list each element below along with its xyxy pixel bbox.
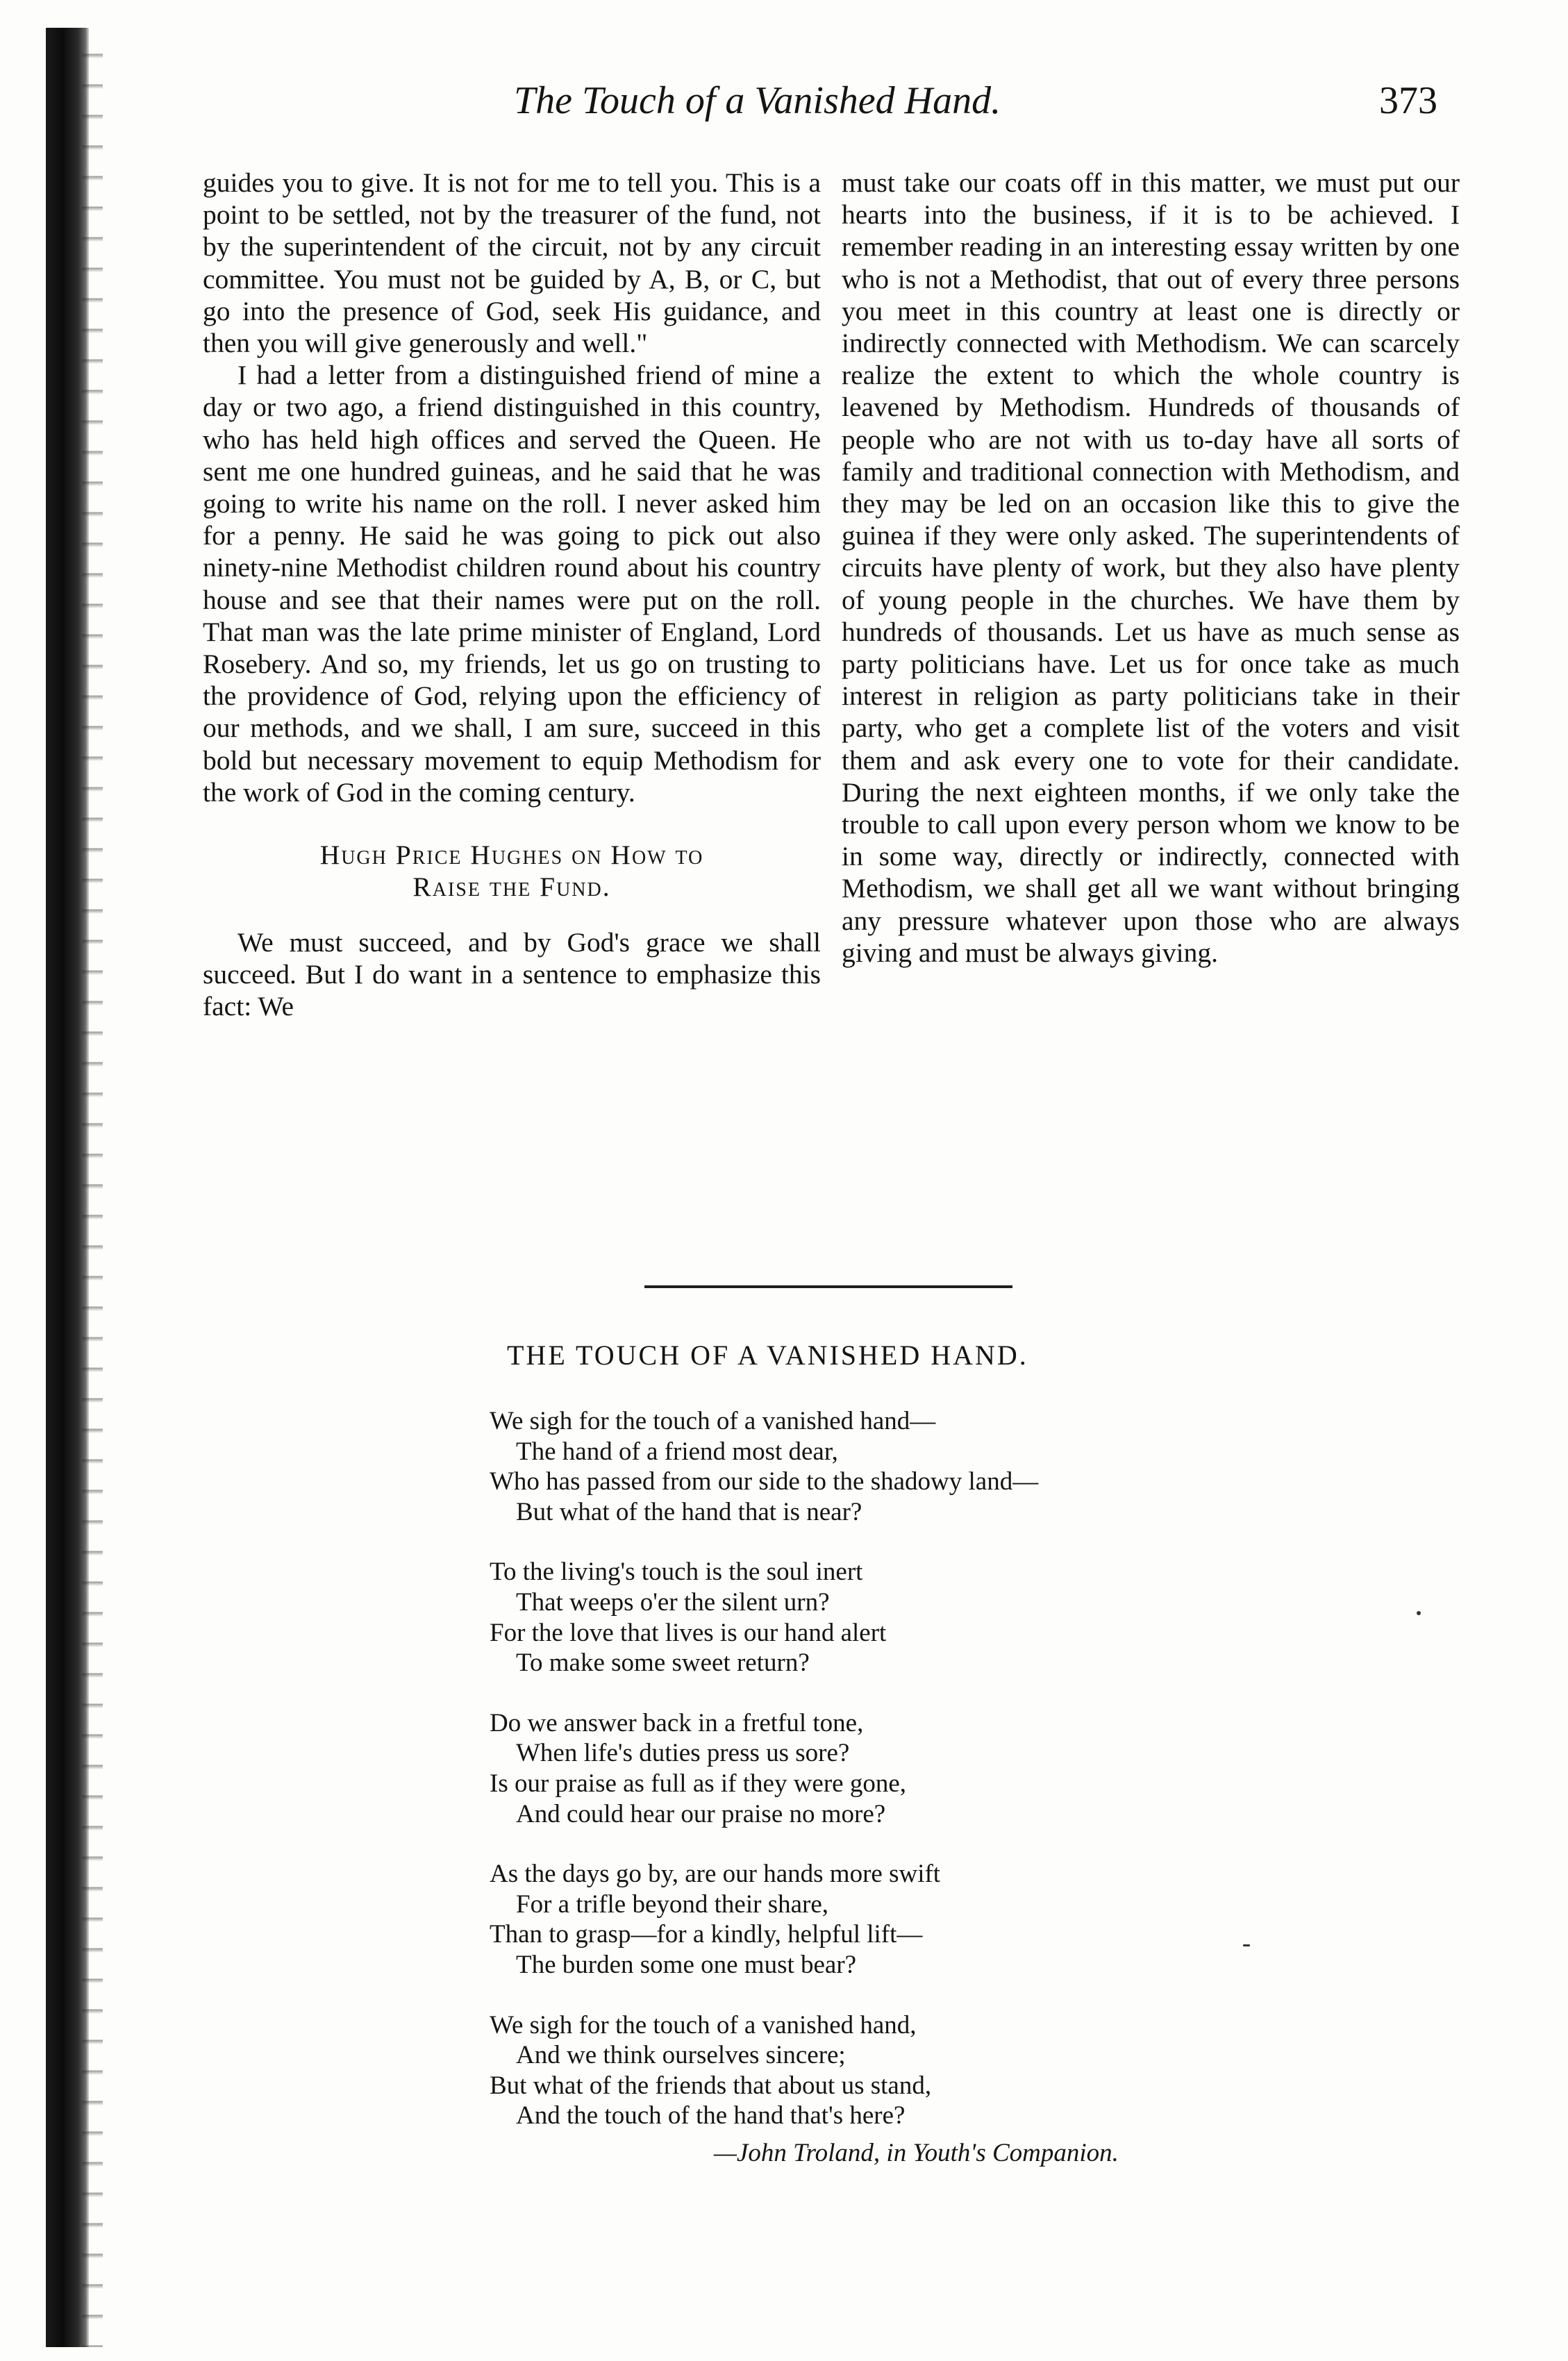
right-paragraph: must take our coats off in this matter, we must put our hearts into the business, if it is to be achieved. I remember reading in an interesting essay written by one who is not a Methodist, that out of every three persons you meet in this country at least one is directly or indirectly connected with Methodism. We can scarcely realize the extent to which the whole country is leavened by Methodism. Hundreds of thousands of people who are not with us to-day have all sorts of family and traditional connection with Methodism, and they may be led on an occasion like this to give the guinea if they were only asked. The superintendents of circuits have plenty of work, but they also have plenty of young people in the churches. We have them by hundreds of thousands. Let us have as much sense as party politicians have. Let us for once take as much interest in religion as party politicians take in their party, who get a complete list of the voters and visit them and ask every one to vote for their candidate. During the next eighteen months, if we only take the trouble to call upon every person whom we know to be in some way, directly or indirectly, connected with Methodism, we shall get all we want without bringing any pressure whatever upon those who are always giving and must be always giving. <box>842 167 1460 968</box>
poem-line: And the touch of the hand that's here? <box>516 2101 906 2130</box>
poem-line: And could hear our praise no more? <box>516 1799 886 1828</box>
print-speck <box>1243 1944 1250 1946</box>
right-column <box>842 167 1460 969</box>
left-paragraph-rosebery: I had a letter from a distinguished friend of mine a day or two ago, a friend distinguished in this country, who has held high offices and served the Queen. He sent me one hundred guineas, and he said that he was going to write his name on the roll. I never asked him for a penny. He said he was going to pick out also ninety-nine Methodist children round about his country house and see that their names were put on the roll. That man was the late prime minister of England, Lord Rosebery. And so, my friends, let us go on trusting to the providence of God, relying upon the efficiency of our methods, and we shall, I am sure, succeed in this bold but necessary movement to equip Methodism for the work of God in the coming century. <box>203 360 821 808</box>
poem-line: Do we answer back in a fretful tone, <box>490 1708 864 1737</box>
poem-stanza <box>490 1859 1323 1980</box>
poem-line: And we think ourselves sincere; <box>516 2041 846 2070</box>
poem-body <box>490 1406 1323 2161</box>
poem-line: But what of the friends that about us stand, <box>490 2071 932 2100</box>
poem-line: As the days go by, are our hands more swift <box>490 1860 941 1889</box>
poem-line: Is our praise as full as if they were gone, <box>490 1769 907 1798</box>
poem-line: We sigh for the touch of a vanished hand— <box>490 1407 936 1435</box>
running-header <box>514 76 1437 125</box>
poem-line: For the love that lives is our hand alert <box>490 1618 887 1647</box>
poem-line: For a trifle beyond their share, <box>516 1889 829 1919</box>
binding-shadow <box>82 28 103 2347</box>
poem-line: The burden some one must bear? <box>516 1950 857 1979</box>
poem-line: To the living's touch is the soul inert <box>490 1558 863 1587</box>
poem-line: That weeps o'er the silent urn? <box>516 1587 830 1617</box>
poem-line: To make some sweet return? <box>516 1649 810 1678</box>
section-heading-line-2: Raise the Fund. <box>412 871 611 903</box>
left-paragraph-continued: guides you to give. It is not for me to tell you. This is a point to be settled, not by the treasurer of the fund, not by the superintendent of the circuit, not by any circuit committee. You must not be guided by A, B, or C, but go into the presence of God, seek His guidance, and then you will give generously and well." <box>203 167 821 359</box>
print-speck <box>1417 1611 1421 1615</box>
poem-line: But what of the hand that is near? <box>516 1497 862 1526</box>
section-divider-rule <box>644 1285 1012 1288</box>
poem-stanza <box>490 1406 1323 1527</box>
poem-stanza <box>490 1708 1323 1829</box>
left-column <box>203 167 821 1023</box>
section-heading <box>203 839 821 903</box>
poem-line: The hand of a friend most dear, <box>516 1437 838 1466</box>
poem-title: THE TOUCH OF A VANISHED HAND. <box>507 1340 1028 1371</box>
poem-stanza <box>490 2010 1323 2131</box>
running-title: The Touch of a Vanished Hand. <box>514 79 1001 122</box>
section-heading-line-1: Hugh Price Hughes on How to <box>319 840 704 871</box>
poem-line: We sigh for the touch of a vanished hand, <box>490 2010 917 2039</box>
poem-line: Than to grasp—for a kindly, helpful lift— <box>490 1920 923 1949</box>
page-number: 373 <box>1379 79 1437 122</box>
poem-line: When life's duties press us sore? <box>516 1739 850 1768</box>
left-paragraph-hughes: We must succeed, and by God's grace we shall succeed. But I do want in a sentence to emphasize this fact: We <box>203 927 821 1022</box>
poem-line: Who has passed from our side to the shadowy land— <box>490 1467 1039 1496</box>
poem-stanza <box>490 1557 1323 1678</box>
poem-attribution: —John Troland, in Youth's Companion. <box>714 2139 1119 2167</box>
